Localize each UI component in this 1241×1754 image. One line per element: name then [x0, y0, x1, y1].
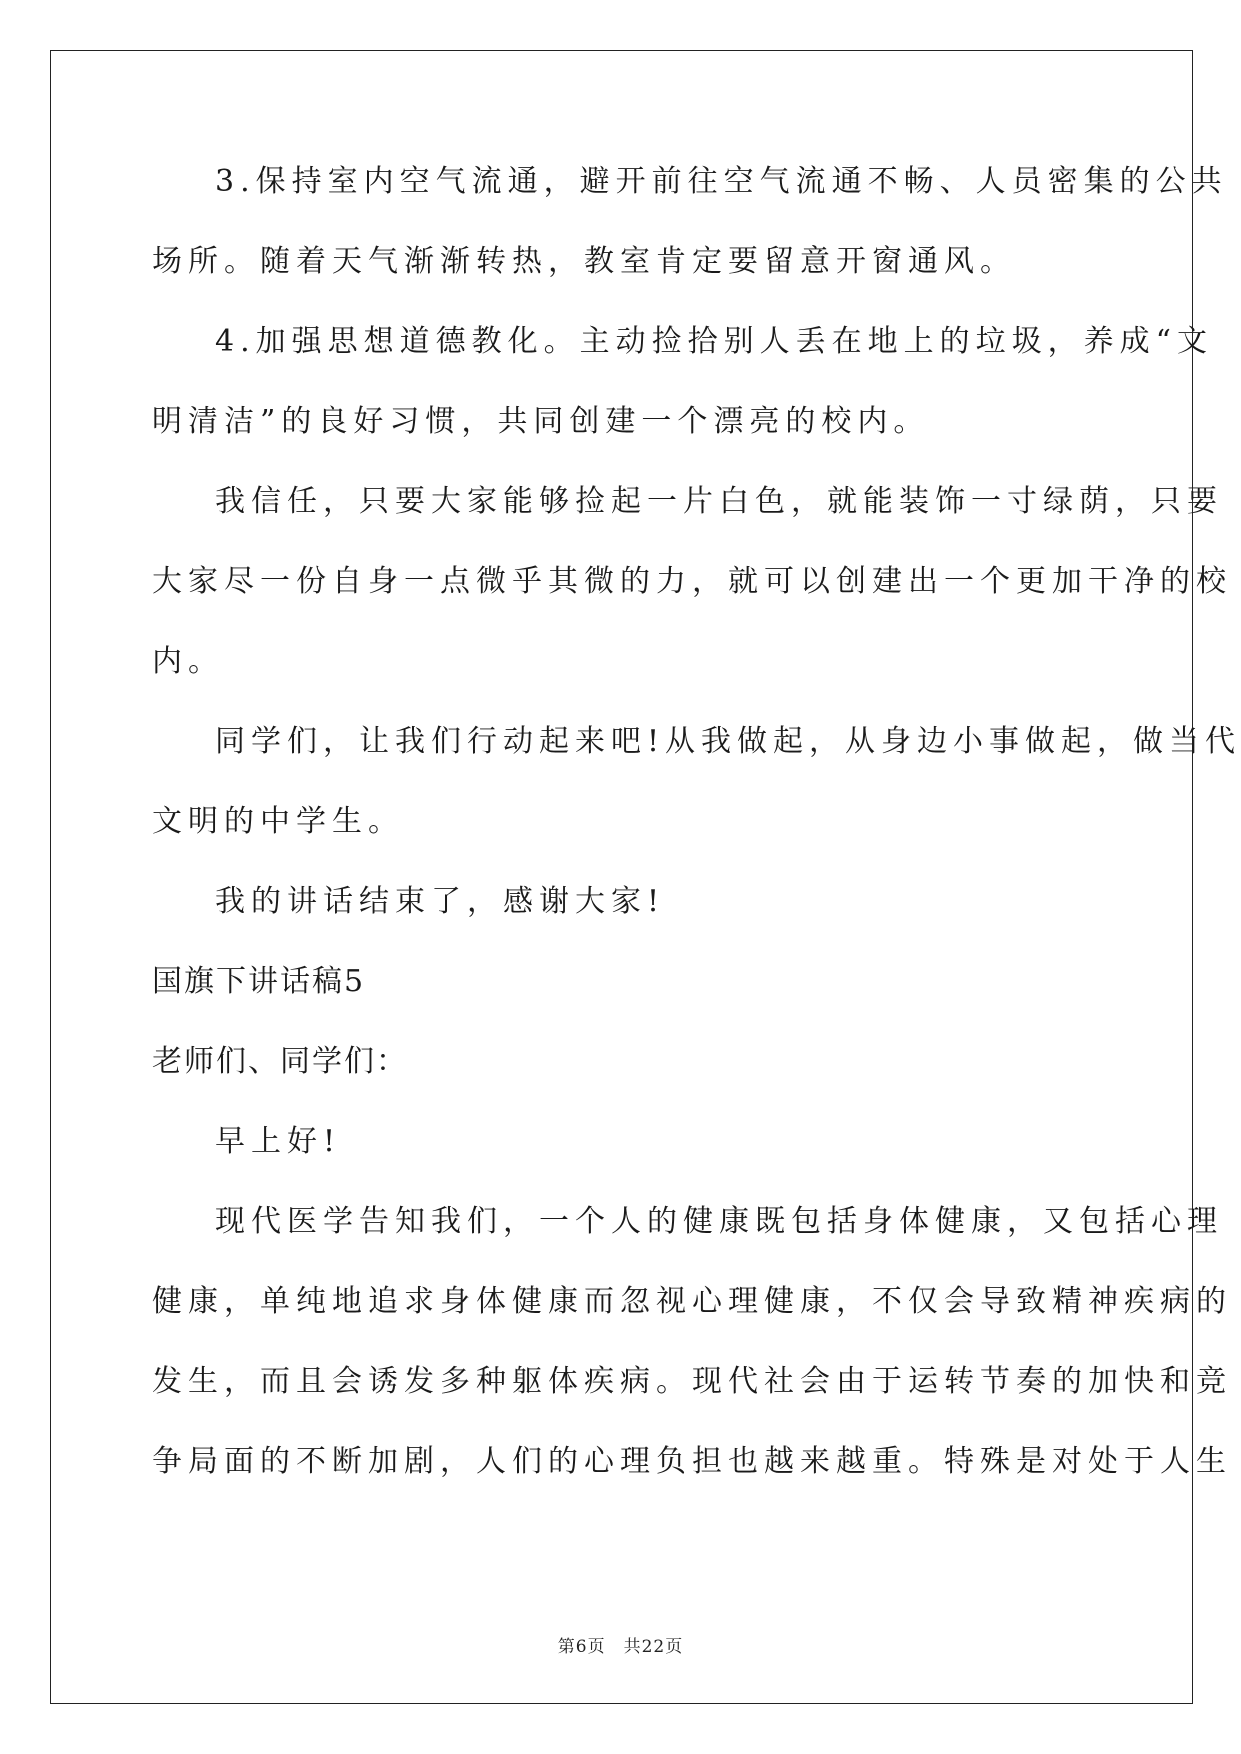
- greeting: 早上好!: [215, 1124, 342, 1159]
- text-line: 我的讲话结束了，感谢大家!: [215, 884, 666, 919]
- text-line: 发生，而且会诱发多种躯体疾病。现代社会由于运转节奏的加快和竞: [152, 1364, 1232, 1399]
- text-line: 现代医学告知我们，一个人的健康既包括身体健康，又包括心理: [215, 1204, 1223, 1239]
- section-heading: 国旗下讲话稿5: [152, 964, 366, 999]
- text-line: 争局面的不断加剧，人们的心理负担也越来越重。特殊是对处于人生: [152, 1444, 1232, 1479]
- page-footer: [0, 1632, 1241, 1657]
- text-line: 我信任，只要大家能够捡起一片白色，就能装饰一寸绿荫，只要: [215, 484, 1223, 519]
- text-line: 4.加强思想道德教化。主动捡拾别人丢在地上的垃圾，养成“文: [215, 324, 1213, 359]
- text-line: 场所。随着天气渐渐转热，教室肯定要留意开窗通风。: [152, 244, 1016, 279]
- page-number: 第6页: [557, 1637, 606, 1657]
- text-line: 健康，单纯地追求身体健康而忽视心理健康，不仅会导致精神疾病的: [152, 1284, 1232, 1319]
- text-line: 内。: [152, 644, 224, 679]
- text-line: 明清洁”的良好习惯，共同创建一个漂亮的校内。: [152, 404, 930, 439]
- text-line: 同学们，让我们行动起来吧!从我做起，从身边小事做起，做当代: [215, 724, 1241, 759]
- text-line: 大家尽一份自身一点微乎其微的力，就可以创建出一个更加干净的校: [152, 564, 1232, 599]
- page-total: 共22页: [623, 1637, 684, 1657]
- text-line: 文明的中学生。: [152, 804, 404, 839]
- text-line: 3.保持室内空气流通，避开前往空气流通不畅、人员密集的公共: [215, 164, 1228, 199]
- salutation: 老师们、同学们：: [152, 1044, 408, 1079]
